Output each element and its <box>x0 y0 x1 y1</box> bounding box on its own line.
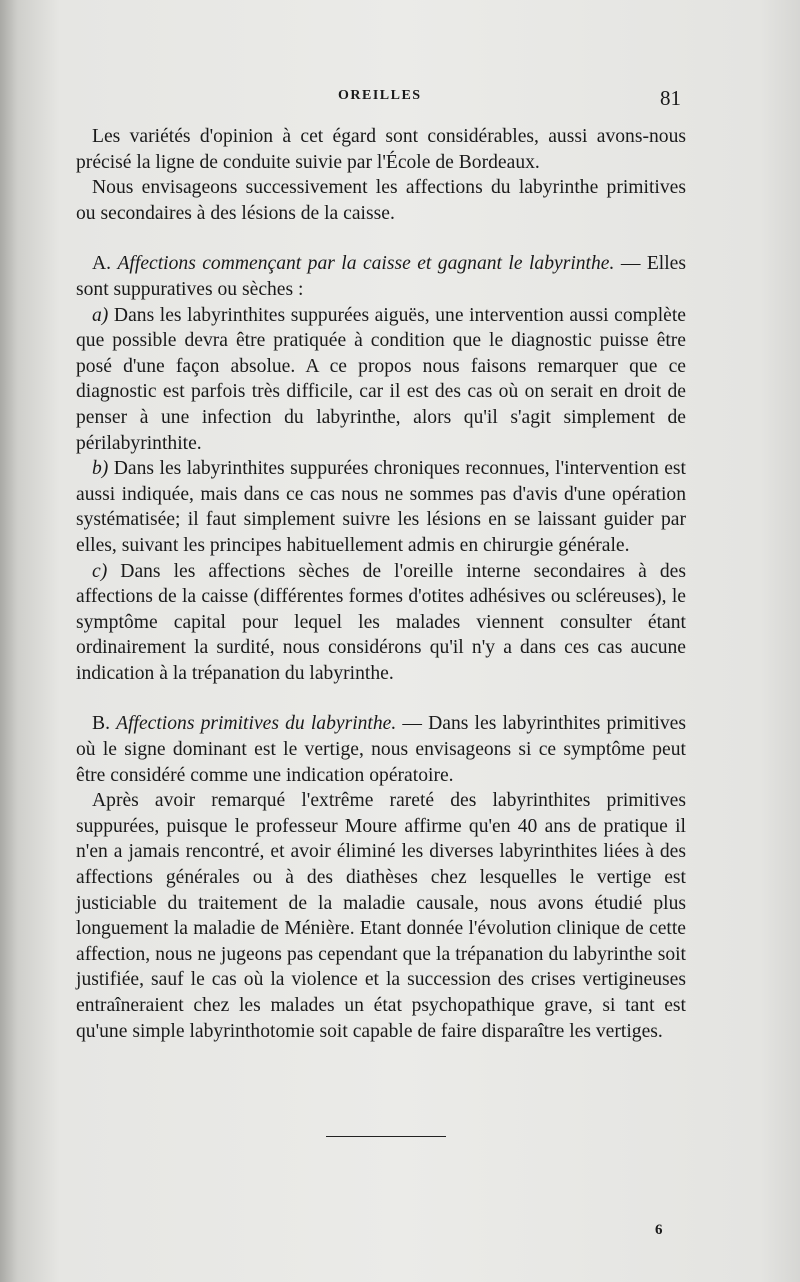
item-b-marker: b) <box>92 458 109 480</box>
section-b-label: B. <box>92 713 117 735</box>
item-a <box>76 303 686 457</box>
paragraph-meniere-text: Après avoir remarqué l'extrême rareté des labyrinthites primitives suppurées, puisque le professeur Moure affirme qu'en 40 ans de pratique il n'en a jamais rencontré, et avoir éliminé les diverses labyrinthites liées à des affections générales ou à des diathèses chez lesquelles le vertige est justiciable du traitement de la maladie causale, nous avons étudié plus longuement la maladie de Ménière. Etant donnée l'évolution clinique de cette affection, nous ne jugeons pas cependant que la trépanation du labyrinthe soit justifiée, sauf le cas où la violence et la succession des crises vertigineuses entraîneraient chez les malades un état psychopathique grave, si tant est qu'une simple labyrinthotomie soit capable de faire disparaître les vertiges. <box>76 790 686 1042</box>
section-b-intro: — Dans les labyrinthites primitives où le signe dominant est le vertige, nous envisageons si ce symptôme peut être considéré comme une indication opératoire. <box>76 713 686 786</box>
item-c-text: Dans les affections sèches de l'oreille interne secondaires à des affections de la caisse (différentes formes d'otites adhésives ou scléreuses), le symptôme capital pour lequel les malades viennent consulter étant ordinairement la surdité, nous considérons qu'il n'y a dans ces cas aucune indication à la trépanation du labyrinthe. <box>76 560 686 684</box>
item-b <box>76 456 686 558</box>
item-c <box>76 559 686 687</box>
paragraph-intro-text: Les variétés d'opinion à cet égard sont considérables, aussi avons-nous précisé la ligne de conduite suivie par l'École de Bordeaux. <box>76 126 686 173</box>
section-a-label: A. <box>92 253 118 275</box>
section-b-title: Affections primitives du labyrinthe. <box>116 713 397 735</box>
section-a-title: Affections commençant par la caisse et gagnant le labyrinthe. <box>117 253 615 275</box>
closing-rule <box>326 1136 446 1137</box>
body-text <box>76 124 686 1044</box>
item-a-text: Dans les labyrinthites suppurées aiguës, une intervention aussi complète que possible devra être pratiquée à condition que le diagnostic puisse être posé d'une façon absolue. A ce propos nous faisons remarquer que ce diagnostic est parfois très difficile, car il est des cas où on serait en droit de penser à une infection du labyrinthe, alors qu'il s'agit simplement de périlabyrinthite. <box>76 304 686 454</box>
page-header <box>0 86 800 116</box>
paragraph-intro <box>76 124 686 175</box>
running-head: OREILLES <box>338 88 422 103</box>
signature-mark: 6 <box>655 1222 663 1238</box>
section-b-heading <box>76 711 686 788</box>
paragraph-plan <box>76 175 686 226</box>
section-a-intro: — Elles sont suppuratives ou sèches : <box>76 253 686 300</box>
item-c-marker: c) <box>92 560 108 582</box>
page-number: 81 <box>660 86 681 110</box>
paragraph-meniere <box>76 788 686 1044</box>
paragraph-plan-text: Nous envisageons successivement les affections du labyrinthe primitives ou secondaires à des lésions de la caisse. <box>76 177 686 224</box>
section-a-heading <box>76 251 686 302</box>
item-b-text: Dans les labyrinthites suppurées chroniques reconnues, l'intervention est aussi indiquée, mais dans ce cas nous ne sommes pas d'avis d'une opération systématisée; il faut simplement suivre les lésions en se laissant guider par elles, suivant les principes habituellement admis en chirurgie générale. <box>76 458 686 556</box>
item-a-marker: a) <box>92 304 109 326</box>
